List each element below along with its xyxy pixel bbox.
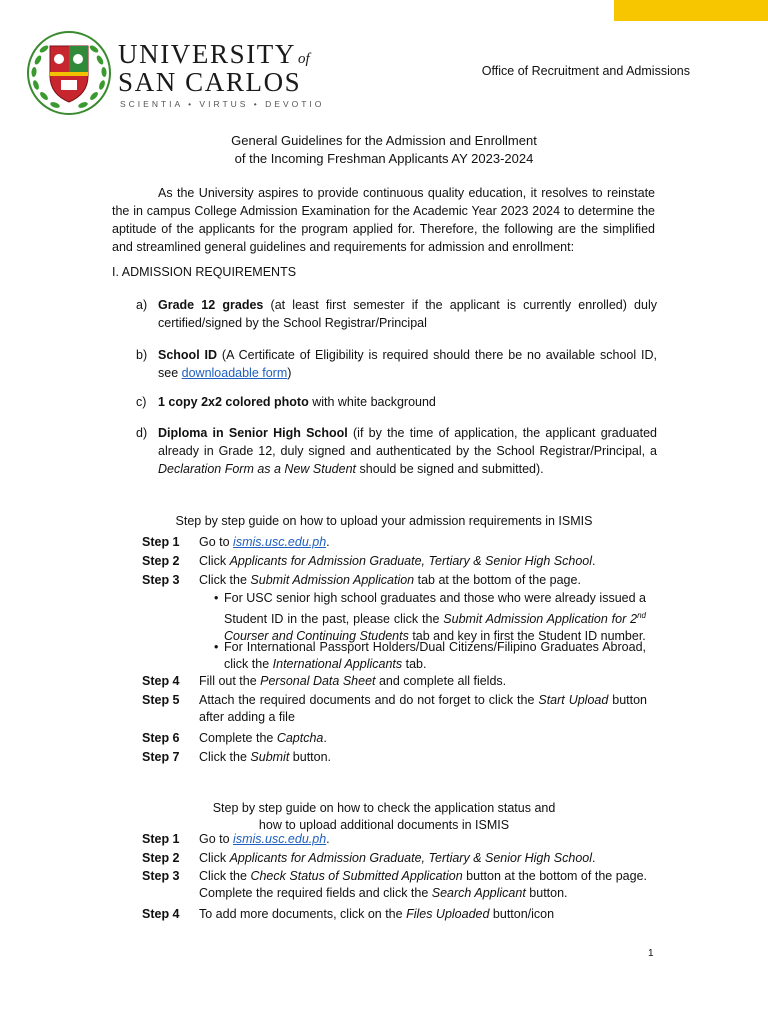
requirement-title: 1 copy 2x2 colored photo xyxy=(158,395,309,409)
requirement-title: School ID xyxy=(158,348,218,362)
step-label: Step 3 xyxy=(142,869,180,883)
header-accent-bar xyxy=(614,0,768,21)
step-label: Step 1 xyxy=(142,832,180,846)
step-label: Step 5 xyxy=(142,693,180,707)
step-label: Step 4 xyxy=(142,907,180,921)
step-label: Step 2 xyxy=(142,554,180,568)
status-step: Step 1 Go to ismis.usc.edu.ph. xyxy=(142,832,330,846)
ismis-link[interactable]: ismis.usc.edu.ph xyxy=(233,535,327,549)
step-label: Step 3 xyxy=(142,573,180,587)
upload-step: Step 2 Click Applicants for Admission Graduate, Tertiary & Senior High School. xyxy=(142,554,596,568)
status-step: Step 2 Click Applicants for Admission Graduate, Tertiary & Senior High School. xyxy=(142,851,596,865)
upload-step: Step 1 Go to ismis.usc.edu.ph. xyxy=(142,535,330,549)
bullet-dot-icon: • xyxy=(214,591,219,605)
university-name-line1: UNIVERSITY of xyxy=(118,39,310,69)
requirement-item: d) Diploma in Senior High School (if by the time of application, the applicant graduated already in Grade 12, duly signed and authenticated by the School Registrar/Principal, a Declaration Form as a New Student should be signed and submitted). xyxy=(136,426,657,476)
step-bullet: • For International Passport Holders/Dual Citizens/Filipino Graduates Abroad, click the International Applicants tab. xyxy=(214,640,646,671)
upload-step: Step 6 Complete the Captcha. xyxy=(142,731,327,745)
document-title-line2: of the Incoming Freshman Applicants AY 2023-2024 xyxy=(234,151,534,166)
requirement-letter: c) xyxy=(136,395,147,409)
office-name: Office of Recruitment and Admissions xyxy=(481,64,690,78)
requirement-text: (at least first semester if the applicant is currently enrolled) duly certified/signed by the School Registrar/Principal xyxy=(158,298,657,330)
ismis-link[interactable]: ismis.usc.edu.ph xyxy=(233,832,327,846)
status-guide-title: Step by step guide on how to check the application status and how to upload additional documents in ISMIS xyxy=(212,801,556,832)
university-motto: SCIENTIA • VIRTUS • DEVOTIO xyxy=(120,99,325,109)
step-bullet: • For USC senior high school graduates and those who were already issued a Student ID in the past, please click the Submit Admission Application for 2nd Courser and Continuing Students tab and key in first the Student ID number. xyxy=(214,591,646,644)
document-title-line1: General Guidelines for the Admission and Enrollment xyxy=(231,133,537,148)
requirement-item xyxy=(112,393,657,411)
status-step: Step 4 To add more documents, click on the Files Uploaded button/icon xyxy=(142,907,555,921)
step-label: Step 6 xyxy=(142,731,180,745)
bullet-dot-icon: • xyxy=(214,640,219,654)
requirement-title: Diploma in Senior High School xyxy=(158,426,348,440)
requirement-title: Grade 12 grades xyxy=(158,298,264,312)
step-label: Step 4 xyxy=(142,674,180,688)
upload-step: Step 5 Attach the required documents and do not forget to click the Start Upload button after adding a file xyxy=(142,693,648,724)
requirement-text: (if by the time of application, the applicant graduated already in Grade 12, duly signed and authenticated by the School Registrar/Principal, a xyxy=(158,426,657,458)
section-heading-admission-requirements: I. ADMISSION REQUIREMENTS xyxy=(112,265,297,279)
requirement-item: b) School ID (A Certificate of Eligibility is required should there be no available school ID, see downloadable form) xyxy=(136,348,657,380)
status-step: Step 3 Click the Check Status of Submitted Application button at the bottom of the page. Complete the required fields and click the Search Applicant button. xyxy=(142,869,647,900)
requirement-item xyxy=(112,296,657,332)
document-title xyxy=(0,132,768,168)
requirement-letter: b) xyxy=(136,348,148,362)
downloadable-form-link[interactable]: downloadable form xyxy=(181,366,288,380)
step-label: Step 7 xyxy=(142,750,180,764)
requirement-letter: a) xyxy=(136,298,148,312)
requirement-letter: d) xyxy=(136,426,148,440)
requirement-text: (A Certificate of Eligibility is required should there be no available school ID, see xyxy=(158,348,657,380)
intro-paragraph: As the University aspires to provide continuous quality education, it resolves to reinstate the in campus College Admission Examination for the Academic Year 2023 2024 to determine the aptitude of the applicants for the program applied for. Therefore, the following are the simplified and streamlined general guidelines and requirements for admission and enrollment: xyxy=(112,186,655,254)
step-label: Step 1 xyxy=(142,535,180,549)
page-number: 1 xyxy=(648,948,654,959)
upload-step: Step 7 Click the Submit button. xyxy=(142,750,332,764)
step-label: Step 2 xyxy=(142,851,180,865)
requirement-text: with white background xyxy=(308,395,436,409)
upload-step: Step 4 Fill out the Personal Data Sheet and complete all fields. xyxy=(142,674,507,688)
university-name-line2: SAN CARLOS xyxy=(118,67,302,97)
upload-guide-title: Step by step guide on how to upload your admission requirements in ISMIS xyxy=(175,514,593,528)
upload-step: Step 3 Click the Submit Admission Application tab at the bottom of the page. xyxy=(142,573,581,587)
